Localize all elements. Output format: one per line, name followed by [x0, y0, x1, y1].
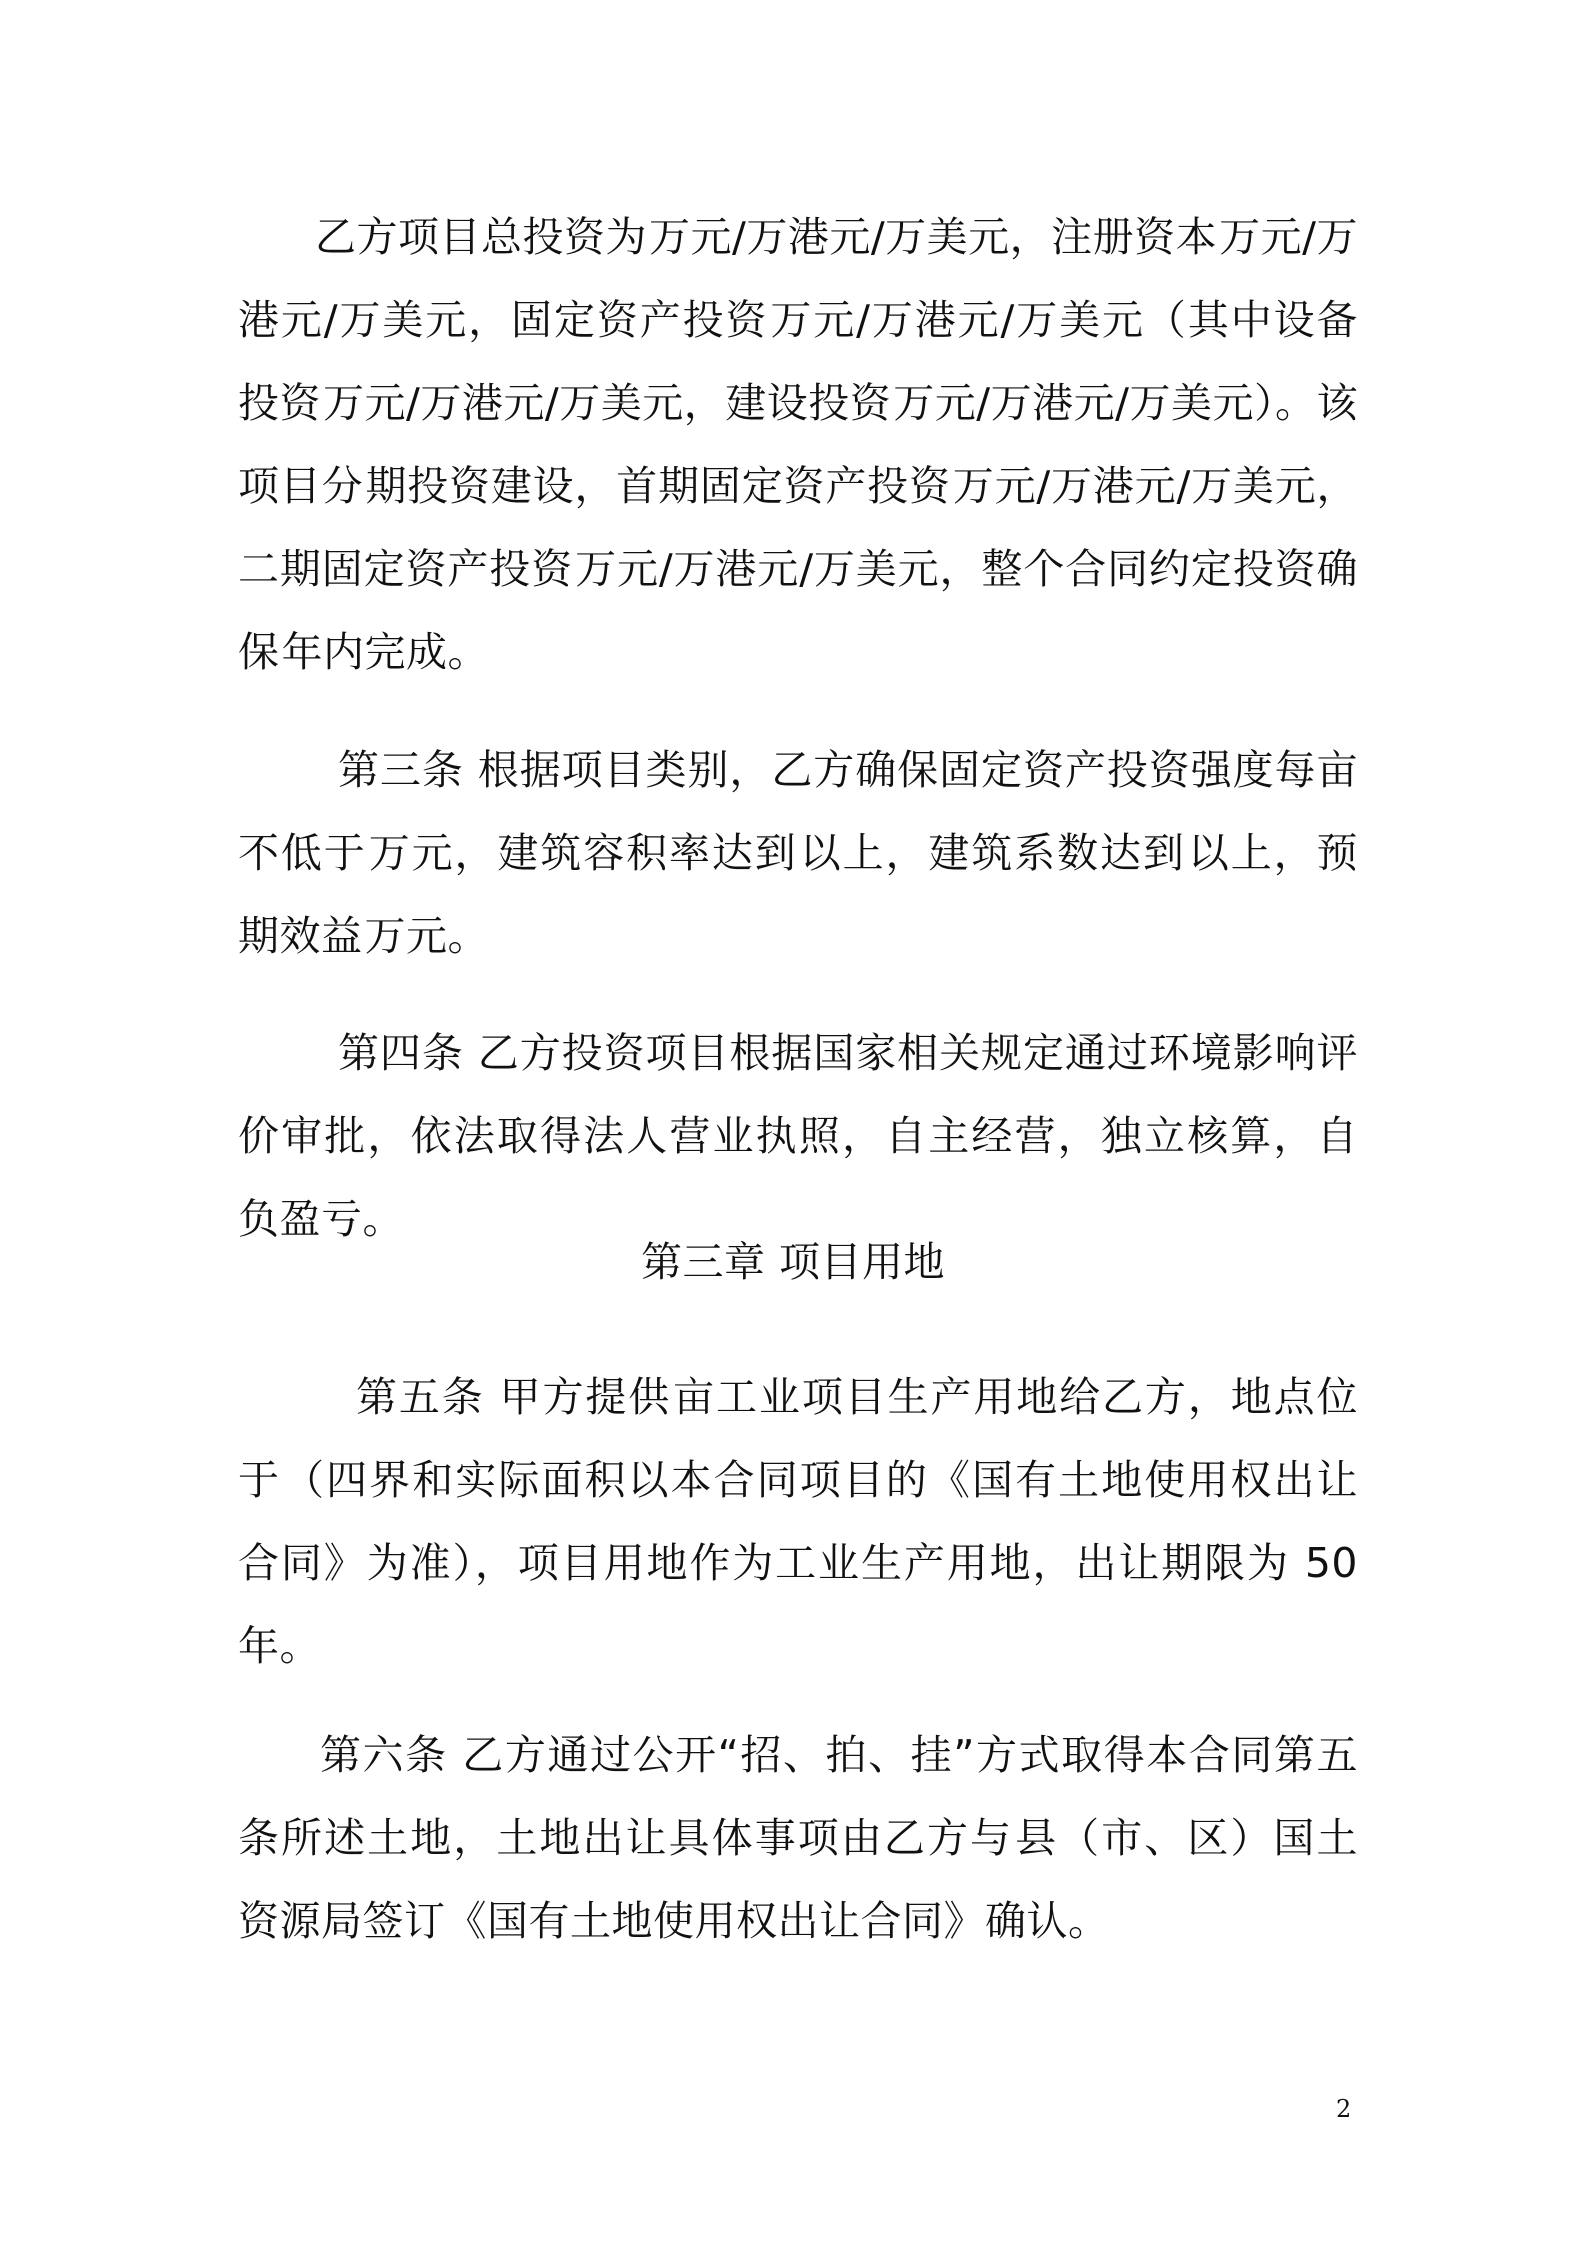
text-segment: 万元/万港元/万美元（其中设备投资	[238, 296, 1358, 427]
text-segment: 万元。	[364, 912, 489, 960]
text-segment: 期投资建设，首期固定资产投资	[365, 462, 951, 510]
text-segment: 第五条 甲方提供	[356, 1373, 672, 1421]
text-segment: 第四条 乙方投资项目根据国家相关规定通过环境影响评价审批，依法取得法人营业执照，自主经营，独立核算，自负盈亏。	[238, 1029, 1358, 1243]
paragraph-article-5	[238, 1356, 1358, 1688]
text-segment: 万元/万港元/万美元，整个合同约定投资确保	[238, 545, 1359, 676]
text-segment: 亩工业项目生产用地给乙方，地点位于	[238, 1373, 1358, 1504]
text-segment: 乙方项目总投资为	[315, 213, 648, 261]
page-number: 2	[1336, 2095, 1352, 2123]
paragraph-article-6	[238, 1714, 1358, 1963]
text-segment: 第六条 乙方通过公开“招、拍、挂”方式取得本合同第五条所述土地，土地出让具体事项由乙方与	[238, 1731, 1358, 1862]
paragraph-investment	[238, 196, 1358, 694]
text-segment: 县（市、区）国土资源局签订《国有土地使用权出让合同》确认。	[238, 1814, 1358, 1945]
text-segment: 万元/万港元/万美元，建设投资	[323, 379, 892, 427]
text-segment: 万元/万港元/万美元，固定资产投资	[238, 213, 1358, 344]
text-segment: （四界和实际面积以本合同项目的《国有土地使用权出让合同》为准），项目用地作为工业生产用地，出让期限为 50 年。	[238, 1456, 1358, 1670]
text-segment: 万元，建筑容积率达到	[368, 829, 798, 877]
text-segment: 万元/万港元/万美元）。该项目分	[238, 379, 1358, 510]
text-segment: 第三条 根据项目类别，乙方确保固定资产投资强度每亩不低于	[238, 746, 1358, 877]
text-segment: 年内完成。	[281, 628, 489, 676]
chapter-heading: 第三章 项目用地	[640, 1238, 946, 1286]
text-segment: 万元/万港元/万美元，二期固定资产投资	[238, 462, 1359, 593]
paragraph-article-3	[238, 729, 1358, 978]
text-segment: 以上，预期效益	[238, 829, 1359, 960]
text-segment: 万元/万港元/万美元，注册资本	[649, 213, 1218, 261]
text-segment: 以上，建筑系数达到	[799, 829, 1186, 877]
paragraph-article-4	[238, 1012, 1358, 1261]
